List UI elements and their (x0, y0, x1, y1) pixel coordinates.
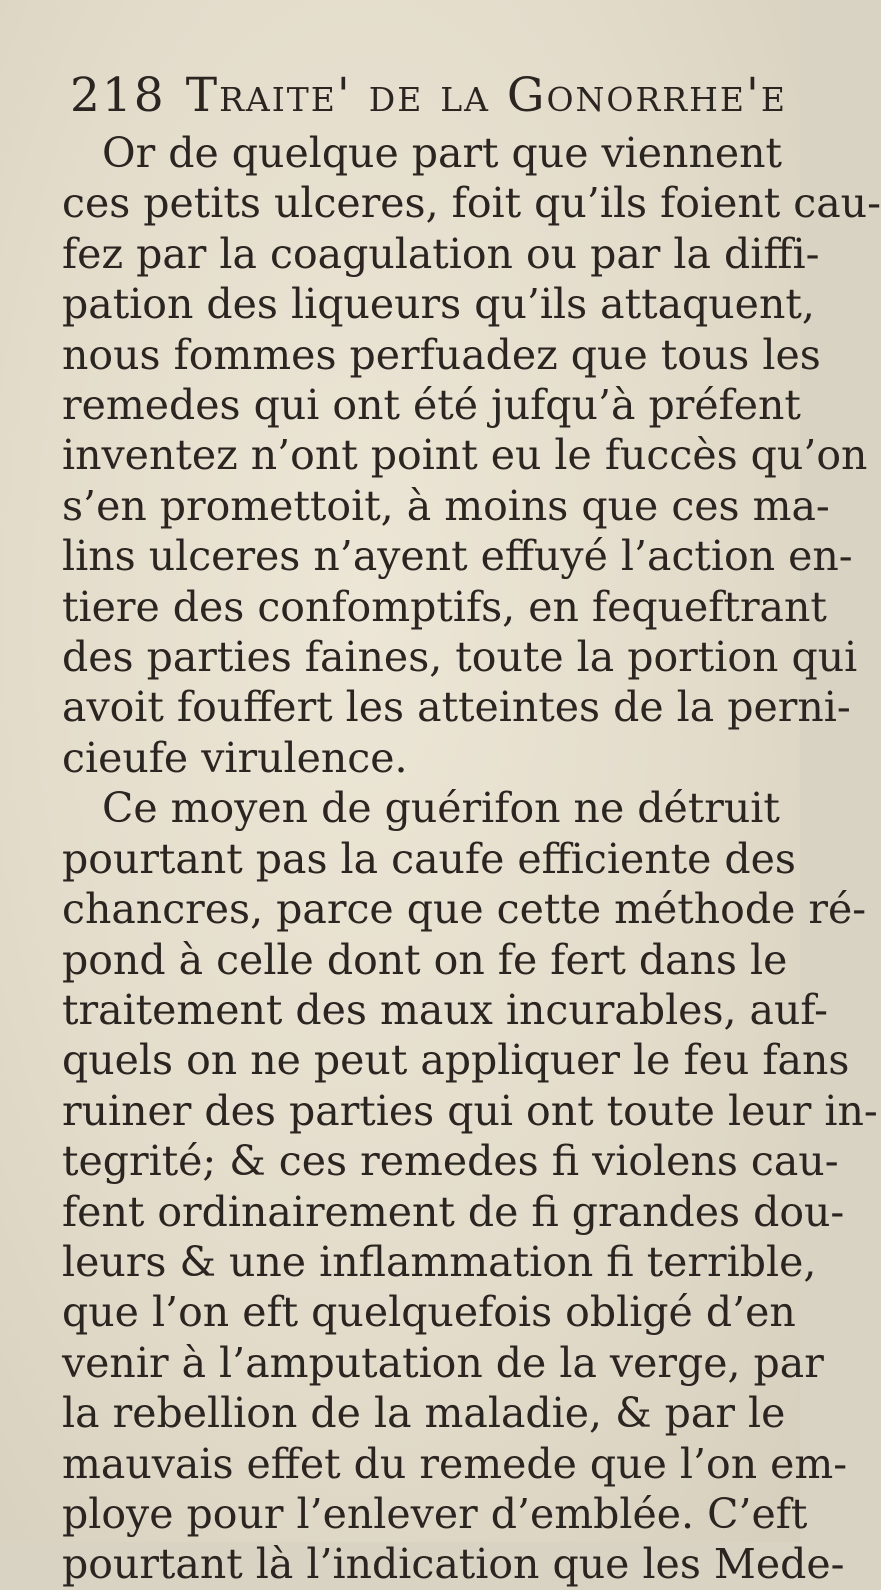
text-line: tegrité; & ces remedes fi violens cau- (62, 1137, 839, 1186)
text-line: mauvais effet du remede que l’on em- (62, 1439, 848, 1488)
text-line: lins ulceres n’ayent effuyé l’action en- (62, 532, 853, 581)
text-line: quels on ne peut appliquer le feu fans (62, 1036, 850, 1085)
text-line: ruiner des parties qui ont toute leur in- (62, 1086, 878, 1135)
text-line: chancres, parce que cette méthode ré- (62, 885, 867, 934)
text-line: leurs & une inflammation fi terrible, (62, 1237, 817, 1286)
text-line: ploye pour l’enlever d’emblée. C’eft (62, 1489, 808, 1538)
text-line: que l’on eft quelquefois obligé d’en (62, 1288, 796, 1337)
text-line: avoit fouffert les atteintes de la perni- (62, 683, 851, 732)
running-title: Traite' de la Gonorrhe'e (185, 68, 788, 123)
text-line: fent ordinairement de fi grandes dou- (62, 1187, 845, 1236)
text-line: cieufe virulence. (62, 733, 408, 782)
text-line: nous fommes perfuadez que tous les (62, 330, 821, 379)
text-line: inventez n’ont point eu le fuccès qu’on (62, 431, 868, 480)
page-number: 218 (70, 68, 166, 123)
text-line: pourtant pas la caufe efficiente des (62, 834, 796, 883)
text-line: pond à celle dont on fe fert dans le (62, 935, 788, 984)
page-header (70, 68, 788, 123)
text-line: pation des liqueurs qu’ils attaquent, (62, 280, 815, 329)
text-line: traitement des maux incurables, auf- (62, 985, 828, 1034)
text-line: venir à l’amputation de la verge, par (62, 1338, 824, 1387)
text-line: des parties faines, toute la portion qui (62, 633, 858, 682)
text-line: Ce moyen de guérifon ne détruit (102, 784, 780, 833)
text-line: tiere des confomptifs, en fequeftrant (62, 582, 827, 631)
text-line: la rebellion de la maladie, & par le (62, 1389, 786, 1438)
text-line: remedes qui ont été jufqu’à préfent (62, 381, 801, 430)
text-line: s’en promettoit, à moins que ces ma- (62, 481, 830, 530)
text-line: ces petits ulceres, foit qu’ils foient cau- (62, 179, 881, 228)
text-line: Or de quelque part que viennent (102, 129, 783, 177)
text-line: pourtant là l’indication que les Mede- (62, 1540, 845, 1589)
body-text (62, 128, 881, 1590)
text-line: fez par la coagulation ou par la diffi- (62, 229, 820, 278)
